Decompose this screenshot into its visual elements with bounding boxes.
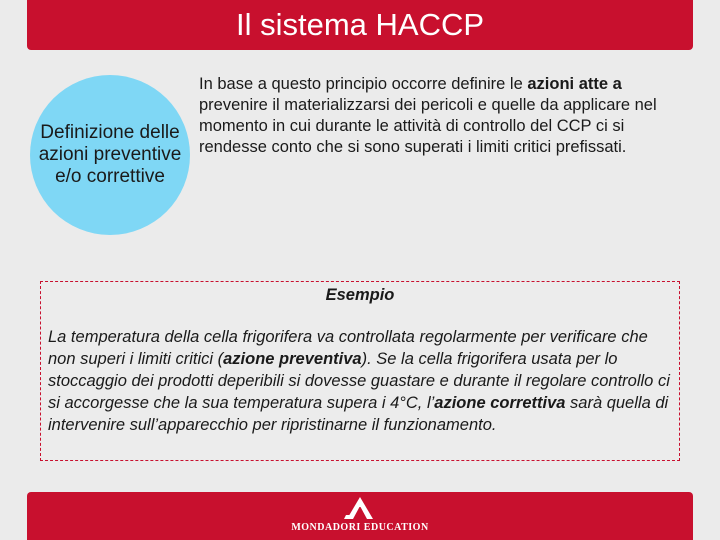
topic-circle <box>30 75 190 235</box>
example-text-1: La temperatura della cella frigorifera va controllata regolarmente per verificare che non superi i limiti critici ( <box>48 328 648 368</box>
mondadori-a-icon <box>343 496 377 520</box>
example-paragraph <box>48 326 678 436</box>
intro-paragraph <box>199 74 669 158</box>
example-box <box>40 281 680 461</box>
topic-circle-label: Definizione delle azioni preventive e/o correttive <box>38 122 182 187</box>
example-bold-1: azione preventiva <box>223 350 362 368</box>
example-text-3: sarà quella di intervenire sull’apparecchio per ripristinarne il funzionamento. <box>48 394 669 434</box>
intro-text-1: In base a questo principio occorre definire le <box>199 75 528 93</box>
publisher-logo-text: MONDADORI EDUCATION <box>291 522 429 533</box>
example-text-2: ). Se la cella frigorifera usata per lo stoccaggio dei prodotti deperibili si dovesse guastare e durante il regolare controllo ci si accorgesse che la sua temperatura supera i 4°C, l’ <box>48 350 670 412</box>
title-bar <box>27 0 693 50</box>
slide-title: Il sistema HACCP <box>235 7 485 42</box>
footer-bar <box>27 492 693 540</box>
example-heading: Esempio <box>325 286 395 304</box>
publisher-logo <box>27 496 693 533</box>
intro-bold-1: azioni atte a <box>527 75 622 93</box>
example-bold-2: azione correttiva <box>434 394 566 412</box>
intro-text-2: prevenire il materializzarsi dei pericoli e quelle da applicare nel momento in cui durante le attività di controllo del CCP ci si rendesse conto che si sono superati i limiti critici prefissati. <box>199 96 657 156</box>
